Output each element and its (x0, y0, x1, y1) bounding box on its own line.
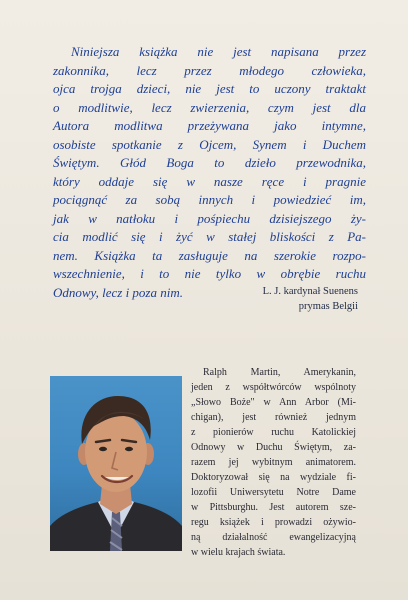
bio-line: Ralph Martin, Amerykanin, (203, 367, 356, 378)
quote-line: Niniejsza książka nie jest napisana przez (71, 44, 366, 59)
quote-line: wszechnienie, i to nie tylko w obrębie ruchu (53, 266, 366, 281)
quote-line: osobiste spotkanie z Ojcem, Synem i Duchem (53, 136, 366, 152)
quote-line: Świętym. Głód Boga to dzieło przewodnika, (53, 155, 366, 170)
quote-line: który oddaje się w nasze ręce i pragnie (53, 173, 366, 189)
quote-line: jak w natłoku i pośpiechu dzisiejszego ży- (53, 210, 366, 226)
endorsement-signature (158, 284, 358, 314)
quote-line: o modlitwie, lecz zwierzenia, czym jest dla (53, 99, 366, 115)
endorsement-quote (53, 43, 366, 302)
quote-line: Autora modlitwa przeżywana jako intymne, (53, 118, 366, 133)
quote-line: Odnowy, lecz i poza nim. (53, 284, 183, 300)
bio-line: chigan), jest również jednym (191, 412, 356, 423)
signature-name: L. J. kardynał Suenens (262, 286, 358, 297)
bio-line: jeden z współtwórców wspólnoty (191, 382, 356, 393)
author-portrait-illustration (50, 376, 182, 551)
bio-line: razem jej wybitnym animatorem. (191, 457, 356, 468)
quote-line: cia modlić się i żyć w stałej bliskości z Pa- (53, 229, 366, 244)
quote-line: pociągnąć za sobą innych i powiedzieć im, (53, 192, 366, 207)
bio-line: „Słowo Boże" w Ann Arbor (Mi- (191, 397, 356, 408)
quote-line: nem. Książka ta zasługuje na szerokie rozpo- (53, 247, 366, 263)
quote-line: ojca trojga dzieci, nie jest to uczony traktakt (53, 81, 366, 96)
bio-line: Doktoryzował się na wydziale fi- (191, 472, 356, 483)
signature-title: prymas Belgii (298, 301, 358, 312)
bio-line: lozofii Uniwersytetu Notre Dame (191, 487, 356, 498)
author-bio (191, 365, 356, 560)
bio-line: w wielu krajach świata. (191, 547, 286, 558)
bio-line: regu książek i prowadzi ożywio- (191, 517, 356, 528)
author-photo (50, 376, 182, 551)
bio-line: w Pittsburghu. Jest autorem sze- (191, 502, 356, 513)
quote-line: zakonnika, lecz przez młodego człowieka, (53, 62, 366, 78)
bio-line: z pionierów ruchu Katolickiej (191, 427, 356, 438)
bio-line: Odnowy w Duchu Świętym, za- (191, 442, 356, 453)
bio-line: ną działalność ewangelizacyjną (191, 532, 356, 543)
